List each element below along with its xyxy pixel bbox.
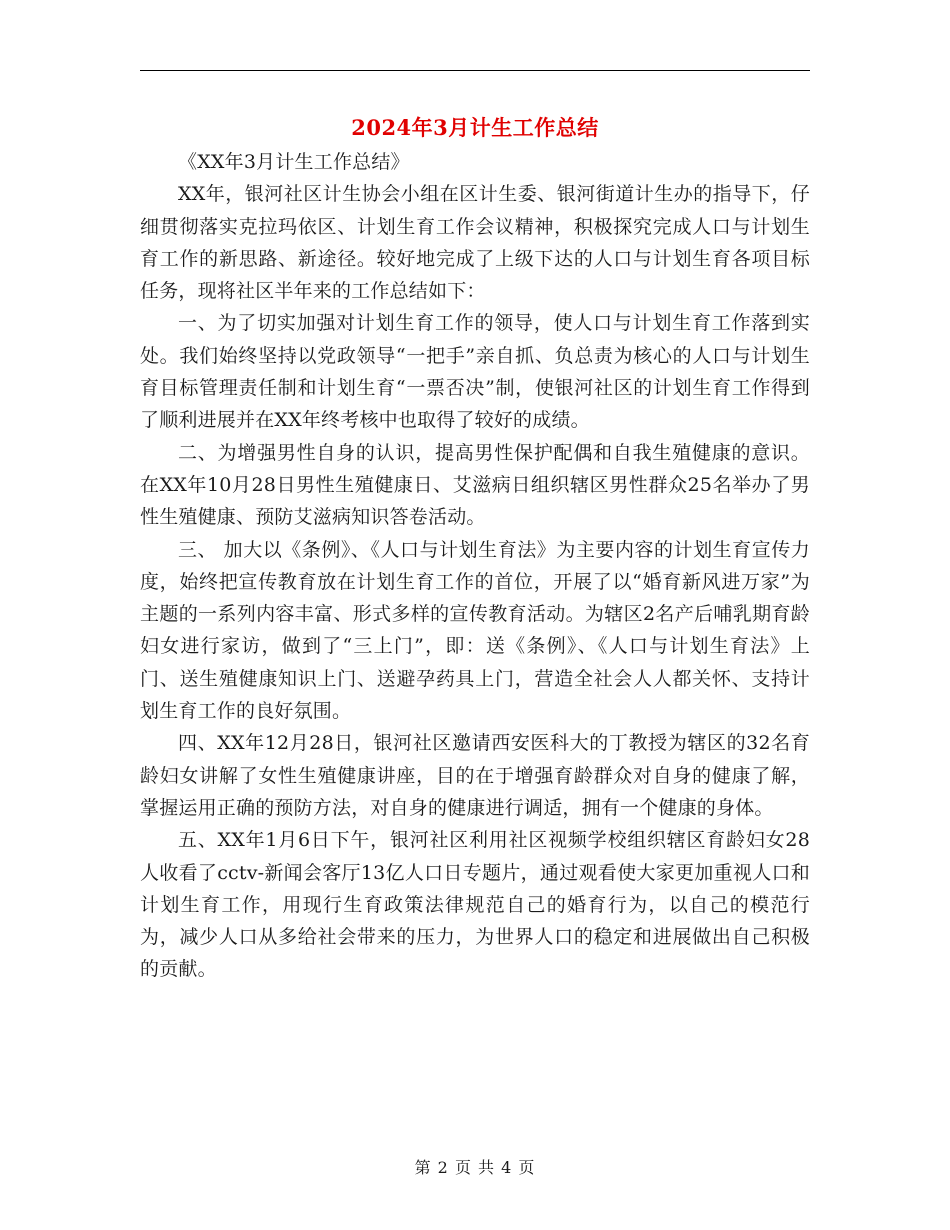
document-body	[140, 146, 810, 986]
page-number-footer: 第 2 页 共 4 页	[414, 1158, 536, 1177]
paragraph-intro: XX年，银河社区计生协会小组在区计生委、银河街道计生办的指导下，仔细贯彻落实克拉玛依区、计划生育工作会议精神，积极探究完成人口与计划生育工作的新思路、新途径。较好地完成了上级下达的人口与计划生育各项目标任务，现将社区半年来的工作总结如下：	[140, 183, 810, 303]
paragraph-section-4: 四、XX年12月28日，银河社区邀请西安医科大的丁教授为辖区的32名育龄妇女讲解了女性生殖健康讲座，目的在于增强育龄群众对自身的健康了解，掌握运用正确的预防方法，对自身的健康进行调适，拥有一个健康的身体。	[140, 732, 810, 819]
paragraph-section-3: 三、 加大以《条例》、《人口与计划生育法》为主要内容的计划生育宣传力度，始终把宣传教育放在计划生育工作的首位，开展了以“婚育新风进万家”为主题的一系列内容丰富、形式多样的宣传教育活动。为辖区2名产后哺乳期育龄妇女进行家访，做到了“三上门”，即：送《条例》、《人口与计划生育法》上门、送生殖健康知识上门、送避孕药具上门，营造全社会人人都关怀、支持计划生育工作的良好氛围。	[140, 538, 810, 723]
header-rule	[140, 70, 810, 71]
document-title: 2024年3月计生工作总结	[351, 115, 599, 140]
paragraph-section-2: 二、为增强男性自身的认识，提高男性保护配偶和自我生殖健康的意识。在XX年10月28日男性生殖健康日、艾滋病日组织辖区男性群众25名举办了男性生殖健康、预防艾滋病知识答卷活动。	[140, 441, 810, 529]
paragraph-section-1: 一、为了切实加强对计划生育工作的领导，使人口与计划生育工作落到实处。我们始终坚持以党政领导“一把手”亲自抓、负总责为核心的人口与计划生育目标管理责任制和计划生育“一票否决”制，使银河社区的计划生育工作得到了顺利进展并在XX年终考核中也取得了较好的成绩。	[140, 312, 810, 432]
paragraph-section-5: 五、XX年1月6日下午，银河社区利用社区视频学校组织辖区育龄妇女28人收看了cctv-新闻会客厅13亿人口日专题片，通过观看使大家更加重视人口和计划生育工作，用现行生育政策法律规范自己的婚育行为，以自己的模范行为，减少人口从多给社会带来的压力，为世界人口的稳定和进展做出自己积极的贡献。	[140, 829, 810, 981]
paragraph-subtitle: 《XX年3月计生工作总结》	[178, 151, 410, 173]
